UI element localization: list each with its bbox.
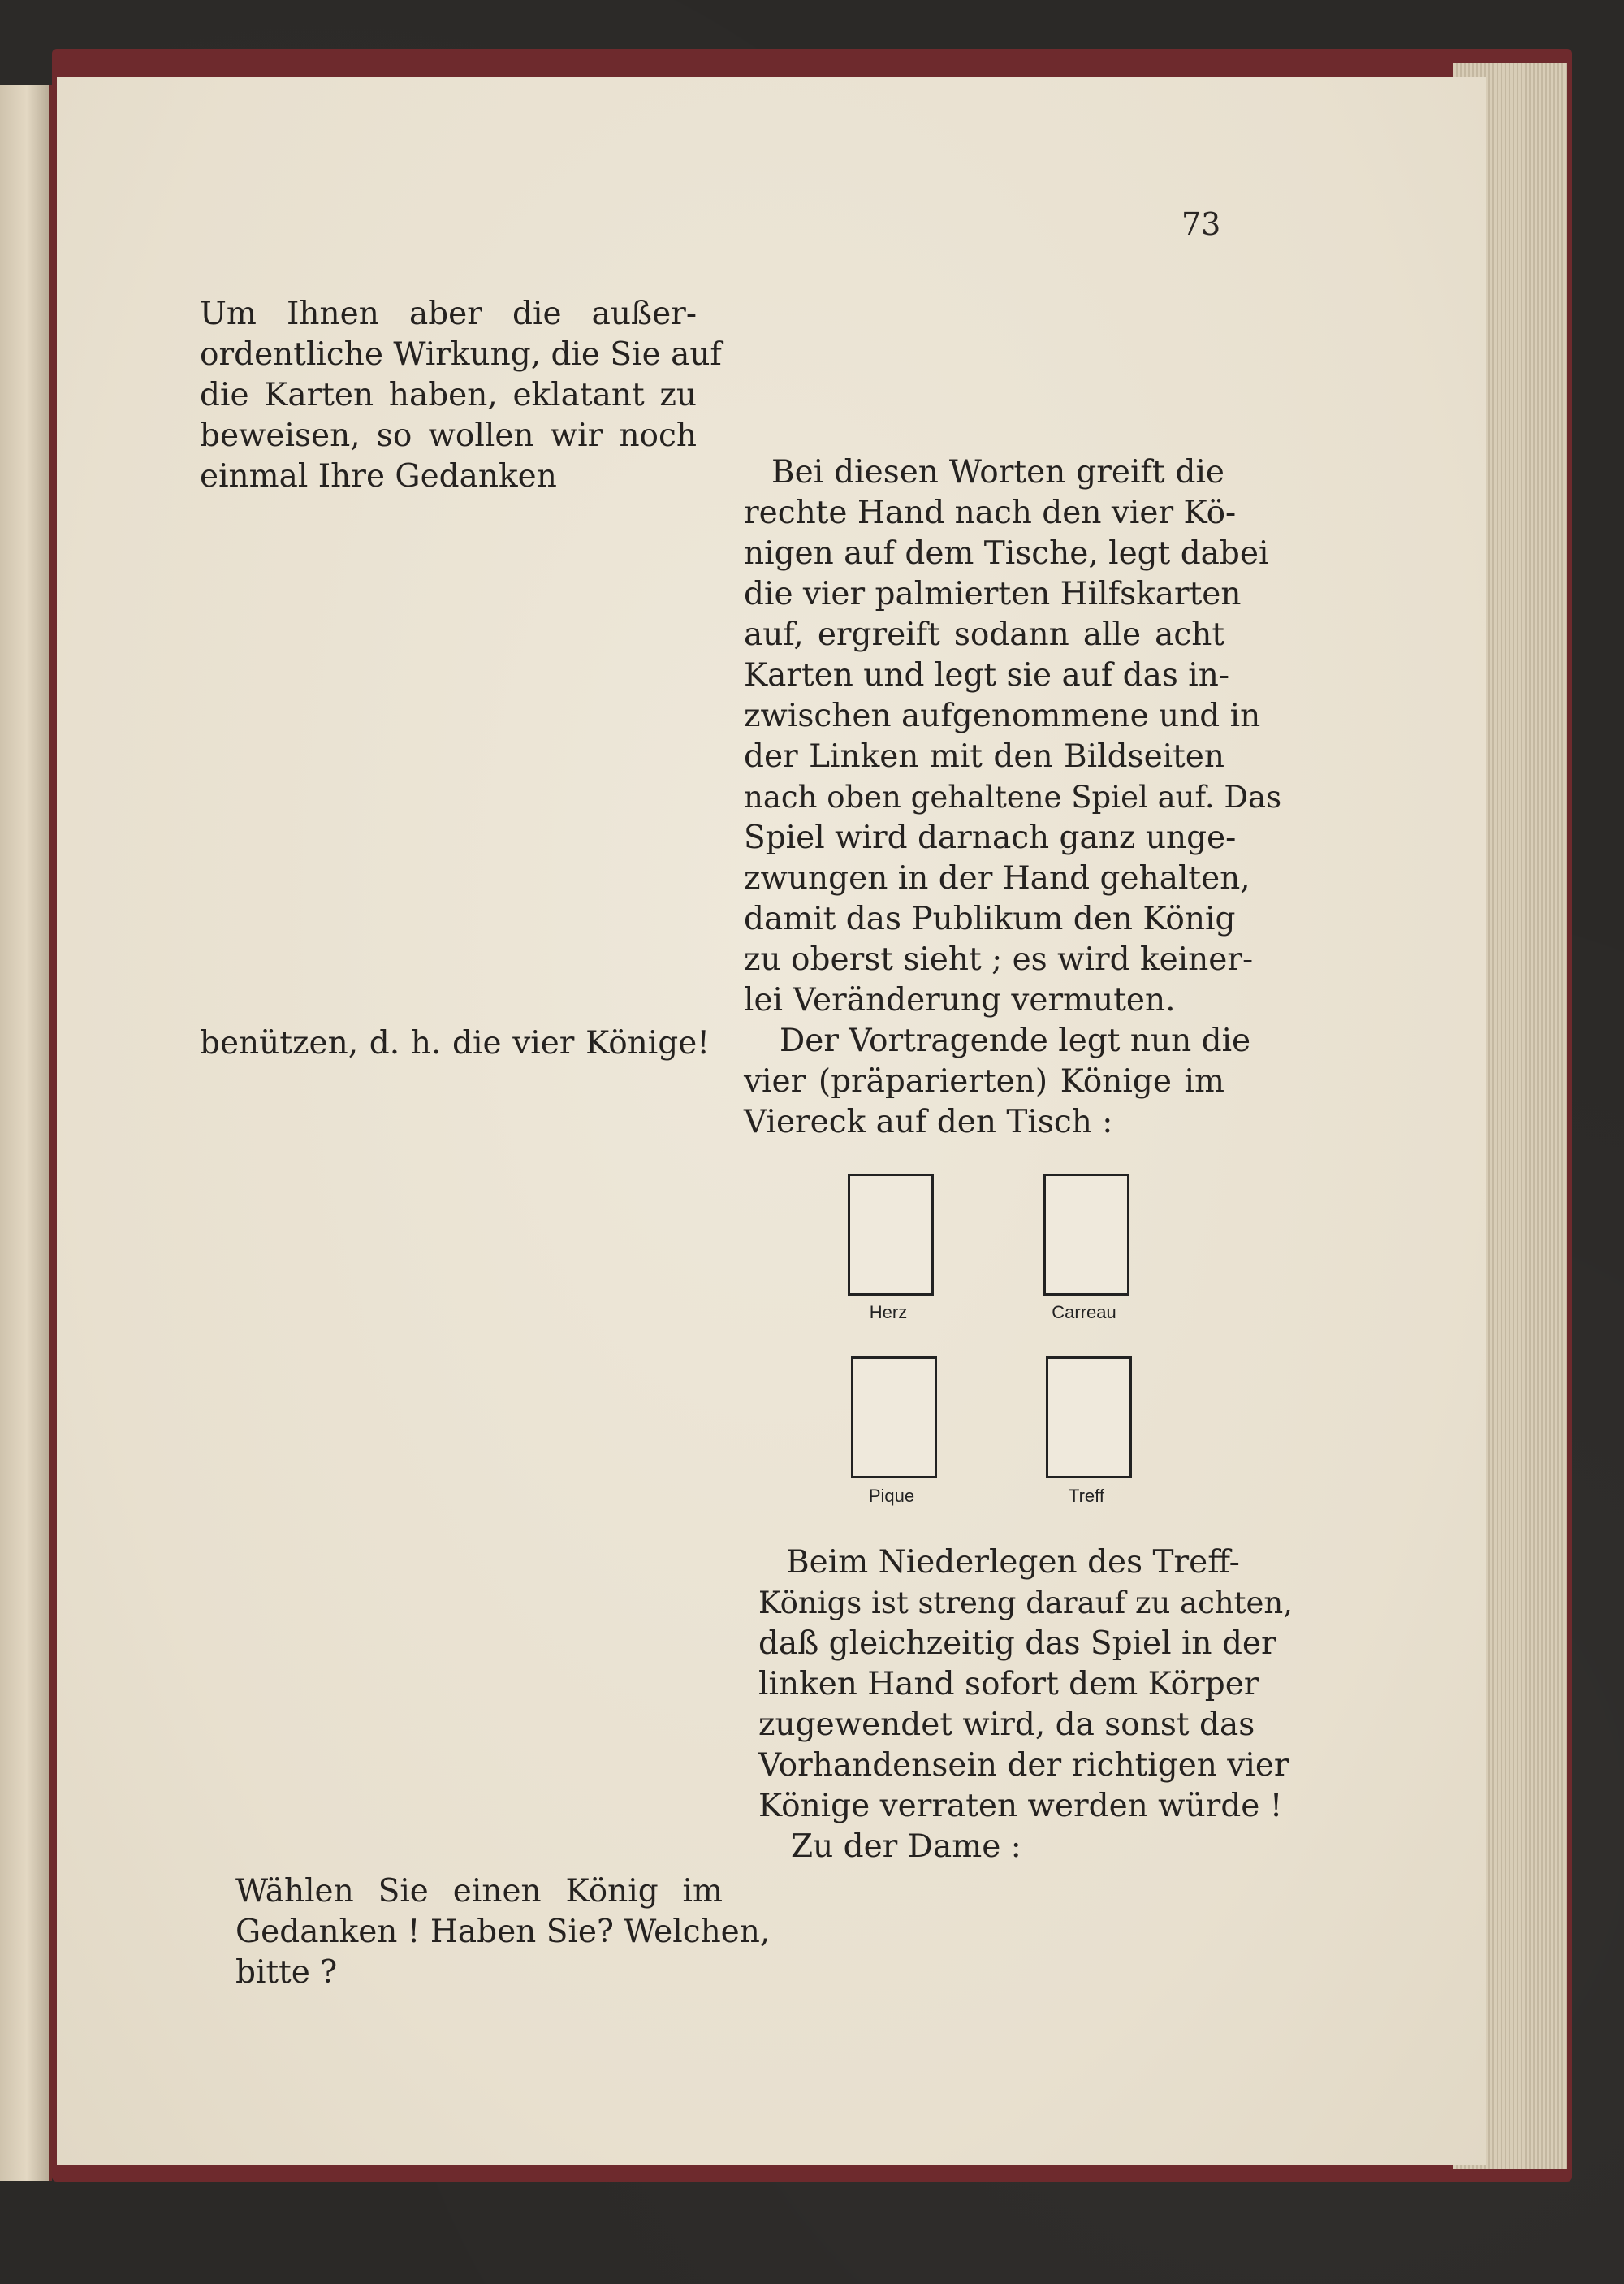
text-line: Viereck auf den Tisch : bbox=[744, 1104, 1113, 1140]
card-label-pique: Pique bbox=[868, 1486, 915, 1506]
right-text-block-2 bbox=[758, 1542, 1294, 1867]
card-pique bbox=[851, 1356, 937, 1478]
text-line: Zu der Dame : bbox=[791, 1828, 1021, 1865]
text-line: nach oben gehaltene Spiel auf. Das bbox=[744, 780, 1282, 815]
card-treff bbox=[1046, 1356, 1132, 1478]
text-line: Karten und legt sie auf das in- bbox=[744, 657, 1230, 694]
text-line: einmal Ihre Gedanken bbox=[200, 458, 557, 495]
text-line: rechte Hand nach den vier Kö- bbox=[744, 495, 1237, 531]
text-line: Wählen Sie einen König im bbox=[235, 1873, 723, 1910]
text-line: Spiel wird darnach ganz unge- bbox=[744, 820, 1237, 856]
text-line: zwischen aufgenommene und in bbox=[744, 698, 1261, 734]
facing-page-edge bbox=[0, 85, 52, 2181]
text-line: nigen auf dem Tische, legt dabei bbox=[744, 535, 1269, 572]
card-label-carreau: Carreau bbox=[1052, 1302, 1116, 1322]
text-line: Könige verraten werden würde ! bbox=[758, 1788, 1283, 1824]
text-line: lei Veränderung vermuten. bbox=[744, 982, 1176, 1019]
text-line: Der Vortragende legt nun die bbox=[780, 1023, 1251, 1059]
text-line: auf, ergreift sodann alle acht bbox=[744, 616, 1224, 653]
text-line: der Linken mit den Bildseiten bbox=[744, 738, 1224, 775]
text-line: linken Hand sofort dem Körper bbox=[758, 1666, 1259, 1702]
text-line: Königs ist streng darauf zu achten, bbox=[758, 1585, 1294, 1620]
text-line: die vier palmierten Hilfskarten bbox=[744, 576, 1242, 612]
text-line: benützen, d. h. die vier Könige! bbox=[200, 1025, 710, 1062]
text-line: zu oberst sieht ; es wird keiner- bbox=[744, 941, 1254, 978]
card-diagram bbox=[836, 1166, 1161, 1523]
left-text-block-3 bbox=[235, 1871, 771, 1993]
text-line: Um Ihnen aber die außer- bbox=[200, 296, 697, 332]
right-text-block-1 bbox=[744, 452, 1282, 1143]
left-text-block-1 bbox=[200, 294, 722, 497]
left-text-block-2 bbox=[200, 1023, 710, 1064]
text-line: vier (präparierten) Könige im bbox=[744, 1063, 1224, 1100]
text-line: zwungen in der Hand gehalten, bbox=[744, 860, 1250, 897]
text-line: die Karten haben, eklatant zu bbox=[200, 377, 697, 413]
text-line: beweisen, so wollen wir noch bbox=[200, 417, 697, 454]
page-number: 73 bbox=[1181, 206, 1221, 242]
card-herz bbox=[848, 1174, 934, 1296]
text-line: bitte ? bbox=[235, 1954, 338, 1991]
text-line: Beim Niederlegen des Treff- bbox=[786, 1544, 1240, 1581]
text-line: Gedanken ! Haben Sie? Welchen, bbox=[235, 1914, 771, 1950]
text-line: Bei diesen Worten greift die bbox=[771, 454, 1224, 491]
card-label-herz: Herz bbox=[869, 1302, 908, 1322]
text-line: damit das Publikum den König bbox=[744, 901, 1236, 937]
card-carreau bbox=[1043, 1174, 1129, 1296]
card-label-treff: Treff bbox=[1068, 1486, 1104, 1506]
text-line: Vorhandensein der richtigen vier bbox=[758, 1747, 1289, 1784]
text-line: daß gleichzeitig das Spiel in der bbox=[758, 1625, 1276, 1662]
text-line: ordentliche Wirkung, die Sie auf bbox=[200, 336, 722, 373]
text-line: zugewendet wird, da sonst das bbox=[758, 1707, 1255, 1743]
